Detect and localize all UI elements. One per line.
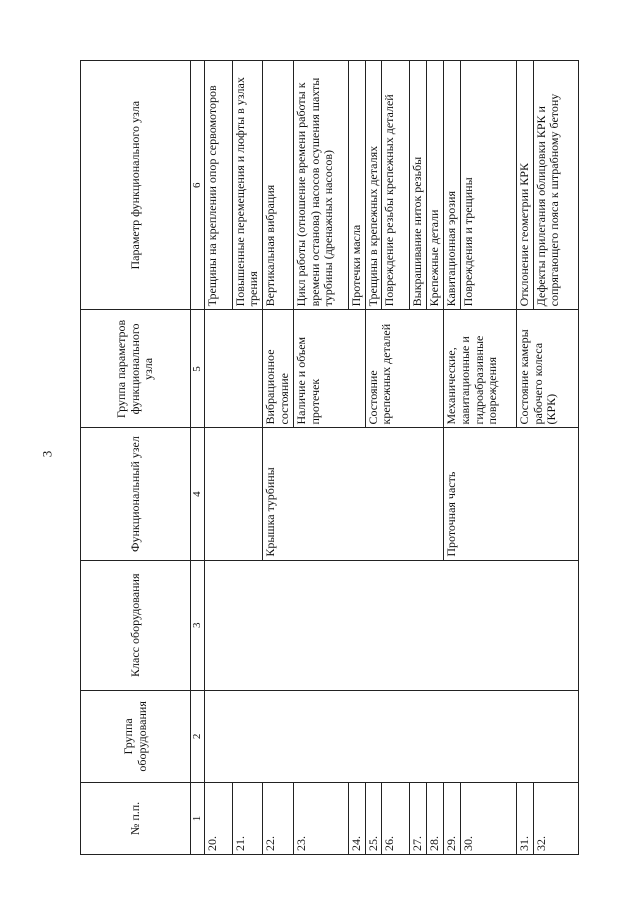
- row-number: 23.: [293, 782, 348, 854]
- col-number: 3: [191, 560, 205, 690]
- group-cell: Наличие и объем протечек: [293, 310, 365, 428]
- header-functional-node: Функциональный узел: [81, 428, 191, 560]
- group-cell: Вибрационное состояние: [263, 310, 294, 428]
- row-number: 21.: [232, 782, 263, 854]
- parameter-cell: Цикл работы (отношение времени работы к времени останова) насосов осушения шахты турбины (дренажных насосов): [293, 61, 348, 310]
- col-number: 4: [191, 428, 205, 560]
- parameter-cell: Отклонение геометрии КРК: [516, 61, 533, 310]
- group-cell: Состояние крепежных деталей: [365, 310, 443, 428]
- table-row: [204, 61, 232, 855]
- parameter-cell: Кавитационная эрозия: [444, 61, 461, 310]
- row-number: 32.: [533, 782, 578, 854]
- parameter-cell: Трещины в крепежных деталях: [365, 61, 382, 310]
- node-cell: [204, 428, 263, 560]
- group-cell: Механические, кавитационные и гидроабразивные повреждения: [444, 310, 517, 428]
- col-number: 6: [191, 61, 205, 310]
- row-number: 24.: [348, 782, 365, 854]
- equipment-class-cell: [204, 560, 578, 690]
- header-parameter-group: Группа параметров функционального узла: [81, 310, 191, 428]
- col-number: 5: [191, 310, 205, 428]
- equipment-group-cell: [204, 690, 578, 782]
- row-number: 27.: [410, 782, 427, 854]
- column-number-row: [191, 61, 205, 855]
- header-row: [81, 61, 191, 855]
- parameter-cell: Вертикальная вибрация: [263, 61, 294, 310]
- equipment-parameters-table: [80, 60, 579, 855]
- rotated-table: [80, 60, 562, 855]
- parameter-cell: Протечки масла: [348, 61, 365, 310]
- parameter-cell: Повреждение резьбы крепежных деталей: [382, 61, 410, 310]
- group-cell: Состояние камеры рабочего колеса (КРК): [516, 310, 578, 428]
- header-number: № п.п.: [81, 782, 191, 854]
- node-cell: Проточная часть: [444, 428, 579, 560]
- row-number: 30.: [460, 782, 516, 854]
- parameter-cell: Дефекты прилегания облицовки КРК и сопрягающего пояса к штрабному бетону: [533, 61, 578, 310]
- node-cell: Крышка турбины: [263, 428, 444, 560]
- row-number: 31.: [516, 782, 533, 854]
- row-number: 20.: [204, 782, 232, 854]
- row-number: 25.: [365, 782, 382, 854]
- group-cell: [204, 310, 263, 428]
- parameter-cell: Крепежные детали: [427, 61, 444, 310]
- row-number: 28.: [427, 782, 444, 854]
- header-equipment-group: Группа оборудования: [81, 690, 191, 782]
- header-parameter: Параметр функционального узла: [81, 61, 191, 310]
- row-number: 29.: [444, 782, 461, 854]
- row-number: 22.: [263, 782, 294, 854]
- header-equipment-class: Класс оборудования: [81, 560, 191, 690]
- parameter-cell: Трещины на креплении опор сервомоторов: [204, 61, 232, 310]
- col-number: 2: [191, 690, 205, 782]
- parameter-cell: Выкрашивание ниток резьбы: [410, 61, 427, 310]
- row-number: 26.: [382, 782, 410, 854]
- parameter-cell: Повышенные перемещения и люфты в узлах трения: [232, 61, 263, 310]
- table-container: [80, 60, 562, 855]
- page-number: 3: [39, 450, 55, 458]
- col-number: 1: [191, 782, 205, 854]
- parameter-cell: Повреждения и трещины: [460, 61, 516, 310]
